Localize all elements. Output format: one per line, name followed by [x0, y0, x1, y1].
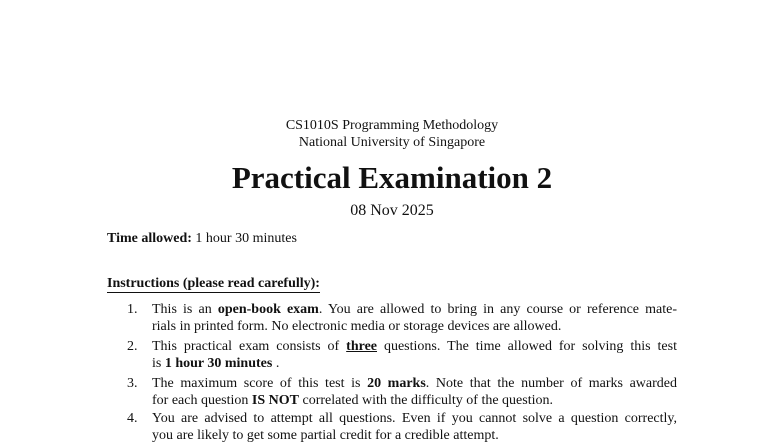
emphasis-text: open-book exam	[217, 302, 319, 317]
text-run: . You are allowed to bring in any course or reference mate-	[318, 302, 677, 317]
text-run: .	[272, 356, 280, 371]
instruction-number: 2.	[127, 339, 138, 354]
text-run: The maximum score of this test is	[152, 376, 368, 391]
text-run: . Note that the number of marks awarded	[425, 376, 677, 391]
time-allowed	[107, 231, 297, 247]
instruction-number: 3.	[127, 376, 138, 391]
instruction-line: You are advised to attempt all questions. Even if you cannot solve a question correctly,	[152, 411, 677, 426]
emphasis-text: 1 hour 30 minutes	[164, 356, 273, 371]
text-run: correlated with the difficulty of the question.	[299, 393, 554, 408]
instruction-line	[152, 392, 677, 409]
time-allowed-value: 1 hour 30 minutes	[195, 231, 297, 246]
text-run: questions. The time allowed for solving this test	[377, 339, 677, 354]
instruction-number: 1.	[127, 302, 138, 317]
instruction-line	[152, 338, 677, 355]
instruction-line	[152, 375, 677, 392]
instruction-number: 4.	[127, 411, 138, 426]
instruction-text	[152, 375, 677, 409]
instruction-line: rials in printed form. No electronic media or storage devices are allowed.	[152, 319, 562, 334]
exam-date: 08 Nov 2025	[350, 202, 434, 219]
instruction-text	[152, 410, 677, 444]
text-run: for each question	[152, 393, 252, 408]
course-name: CS1010S Programming Methodology	[285, 118, 499, 133]
instruction-text	[152, 338, 677, 372]
instruction-line: you are likely to get some partial credit for a credible attempt.	[152, 428, 499, 443]
text-run: This practical exam consists of	[152, 339, 347, 354]
text-run: This is an	[152, 302, 218, 317]
emphasis-text: three	[346, 339, 378, 354]
time-allowed-label: Time allowed:	[107, 231, 192, 246]
emphasis-text: IS NOT	[251, 393, 299, 408]
instructions-heading: Instructions (please read carefully):	[107, 276, 320, 291]
text-run: is	[152, 356, 165, 371]
page-title: Practical Examination 2	[231, 160, 553, 195]
instruction-text	[152, 301, 677, 335]
instruction-line	[152, 355, 677, 372]
instruction-line	[152, 301, 677, 318]
university-name: National University of Singapore	[298, 135, 486, 150]
emphasis-text: 20 marks	[367, 376, 426, 391]
